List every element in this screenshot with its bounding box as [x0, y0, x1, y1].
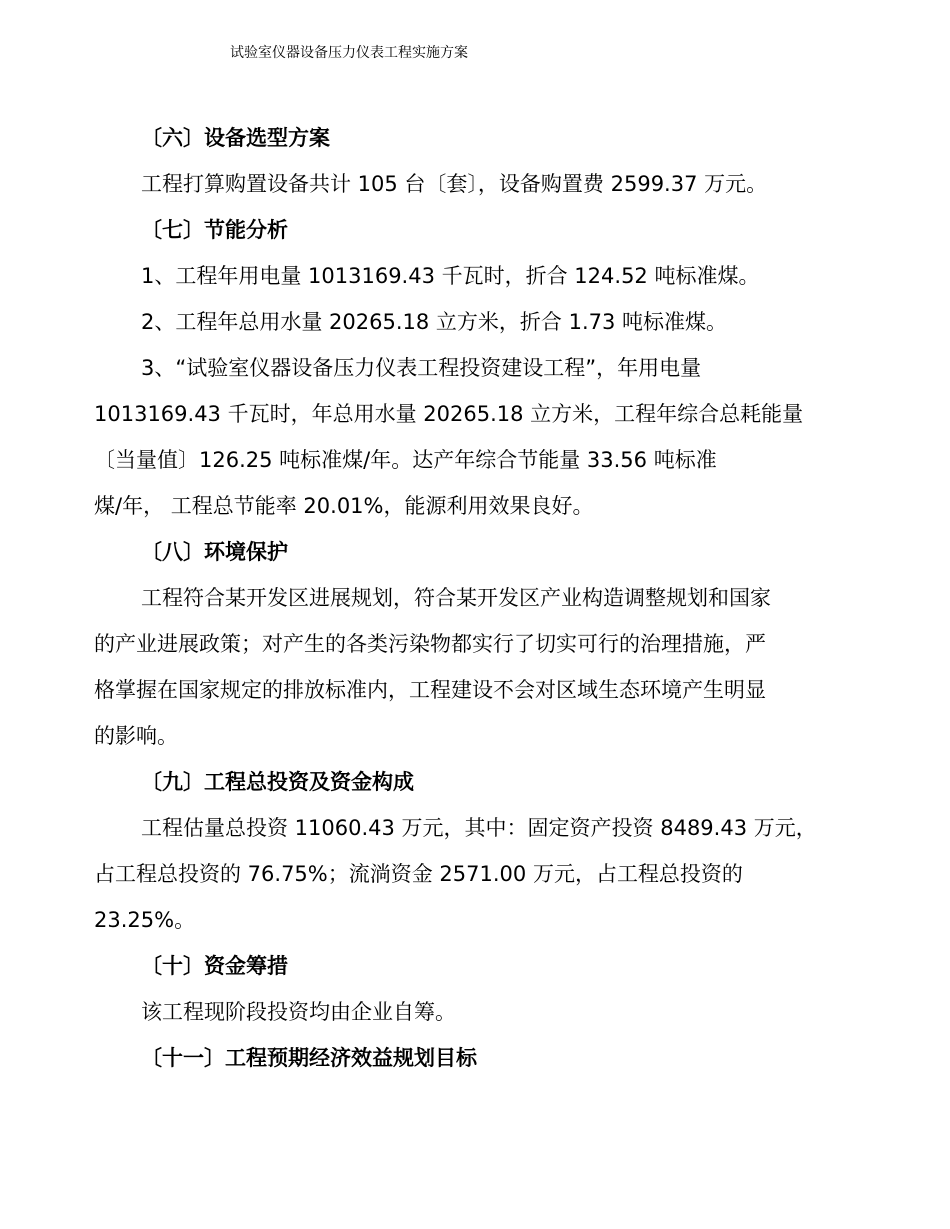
text-line: 工程估量总投资 11060.43 万元，其中：固定资产投资 8489.43 万元，: [141, 816, 817, 840]
paragraph-equipment-purchase: [94, 161, 874, 207]
paragraph-energy-summary: [94, 345, 874, 529]
text-line: 格掌握在国家规定的排放标准内，工程建设不会对区域生态环境产生明显: [94, 678, 766, 702]
text-line: 2、工程年总用水量 20265.18 立方米，折合 1.73 吨标准煤。: [141, 310, 728, 334]
text-line: 的产业进展政策；对产生的各类污染物都实行了切实可行的治理措施，严: [94, 632, 766, 656]
section-heading-energy-analysis: 〔七〕节能分析: [141, 218, 288, 242]
document-body: [94, 115, 874, 1081]
text-line: 23.25%。: [94, 908, 196, 932]
text-line: 〔当量值〕126.25 吨标准煤/年。达产年综合节能量 33.56 吨标准: [94, 448, 717, 472]
paragraph-investment: [94, 805, 874, 943]
paragraph-electricity-usage: [94, 253, 874, 299]
page-header-title: 试验室仪器设备压力仪表工程实施方案: [230, 45, 468, 61]
paragraph-fund-raising: [94, 989, 874, 1035]
section-heading-economic-targets: 〔十一〕工程预期经济效益规划目标: [141, 1046, 477, 1070]
text-line: 1、工程年用电量 1013169.43 千瓦时，折合 124.52 吨标准煤。: [141, 264, 760, 288]
text-line: 该工程现阶段投资均由企业自筹。: [141, 1000, 456, 1024]
text-line: 占工程总投资的 76.75%；流淌资金 2571.00 万元，占工程总投资的: [94, 862, 743, 886]
text-line: 的影响。: [94, 724, 178, 748]
text-line: 工程符合某开发区进展规划，符合某开发区产业构造调整规划和国家: [141, 586, 771, 610]
paragraph-environment: [94, 575, 874, 759]
paragraph-water-usage: [94, 299, 874, 345]
section-heading-equipment-selection: 〔六〕设备选型方案: [141, 126, 330, 150]
text-line: 煤/年， 工程总节能率 20.01%，能源利用效果良好。: [94, 494, 594, 518]
section-heading-environment: 〔八〕环境保护: [141, 540, 288, 564]
section-heading-total-investment: 〔九〕工程总投资及资金构成: [141, 770, 414, 794]
section-heading-fund-raising: 〔十〕资金筹措: [141, 954, 288, 978]
text-line: 3、“试验室仪器设备压力仪表工程投资建设工程”，年用电量: [141, 356, 702, 380]
text-line: 工程打算购置设备共计 105 台〔套〕，设备购置费 2599.37 万元。: [141, 172, 768, 196]
text-line: 1013169.43 千瓦时，年总用水量 20265.18 立方米，工程年综合总耗能量: [94, 402, 804, 426]
